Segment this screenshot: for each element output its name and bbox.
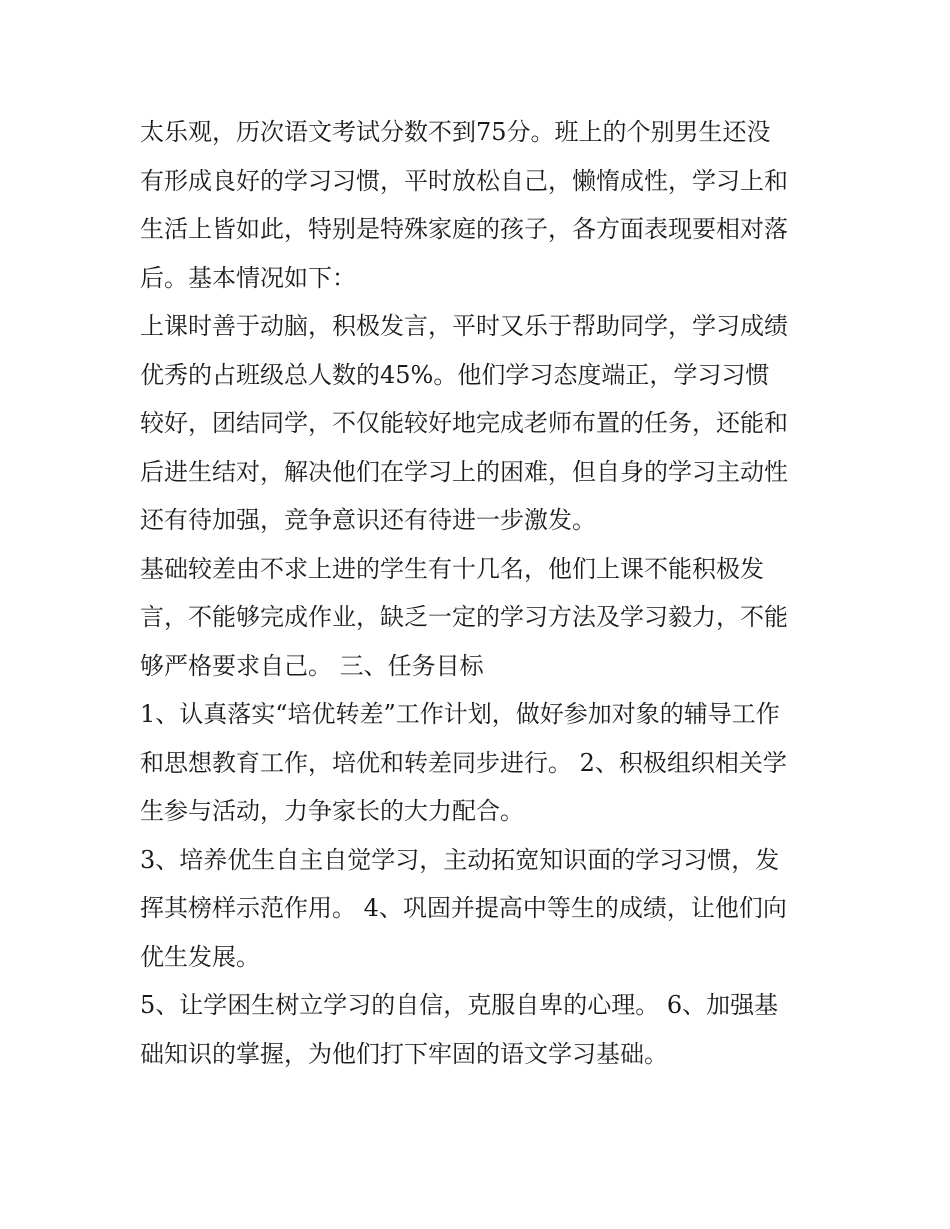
- text-line: 生活上皆如此，特别是特殊家庭的孩子，各方面表现要相对落: [140, 215, 788, 243]
- paragraph-4: [140, 690, 815, 836]
- text-line: 基础较差由不求上进的学生有十几名，他们上课不能积极发: [140, 554, 764, 583]
- text-line: 挥其榜样示范作用。 4、巩固并提高中等生的成绩，让他们向: [140, 894, 787, 922]
- paragraph-3: [140, 545, 815, 691]
- text-line: 础知识的掌握，为他们打下牢固的语文学习基础。: [140, 1039, 668, 1068]
- text-line: 上课时善于动脑，积极发言，平时又乐于帮助同学，学习成绩: [140, 312, 788, 340]
- paragraph-6: [140, 981, 815, 1078]
- text-line: 够严格要求自己。 三、任务目标: [140, 651, 484, 680]
- document-body: [140, 108, 815, 1078]
- text-line: 1、认真落实“培优转差”工作计划，做好参加对象的辅导工作: [140, 700, 780, 728]
- text-line: 3、培养优生自主自觉学习，主动拓宽知识面的学习习惯，发: [140, 845, 780, 874]
- text-line: 太乐观，历次语文考试分数不到75分。班上的个别男生还没: [140, 118, 771, 146]
- text-line: 优生发展。: [140, 942, 260, 971]
- text-line: 优秀的占班级总人数的45%。他们学习态度端正，学习习惯: [140, 360, 770, 389]
- paragraph-1: [140, 108, 815, 302]
- text-line: 有形成良好的学习习惯，平时放松自己，懒惰成性，学习上和: [140, 166, 788, 195]
- text-line: 5、让学困生树立学习的自信，克服自卑的心理。 6、加强基: [140, 991, 779, 1019]
- text-line: 生参与活动，力争家长的大力配合。: [140, 797, 524, 825]
- text-line: 言，不能够完成作业，缺乏一定的学习方法及学习毅力，不能: [140, 603, 788, 631]
- text-line: 和思想教育工作，培优和转差同步进行。 2、积极组织相关学: [140, 748, 787, 777]
- text-line: 较好，团结同学，不仅能较好地完成老师布置的任务，还能和: [140, 409, 788, 437]
- paragraph-5: [140, 836, 815, 982]
- text-line: 后。基本情况如下：: [140, 263, 356, 292]
- paragraph-2: [140, 302, 815, 545]
- text-line: 还有待加强，竞争意识还有待进一步激发。: [140, 506, 596, 534]
- text-line: 后进生结对，解决他们在学习上的困难，但自身的学习主动性: [140, 457, 788, 486]
